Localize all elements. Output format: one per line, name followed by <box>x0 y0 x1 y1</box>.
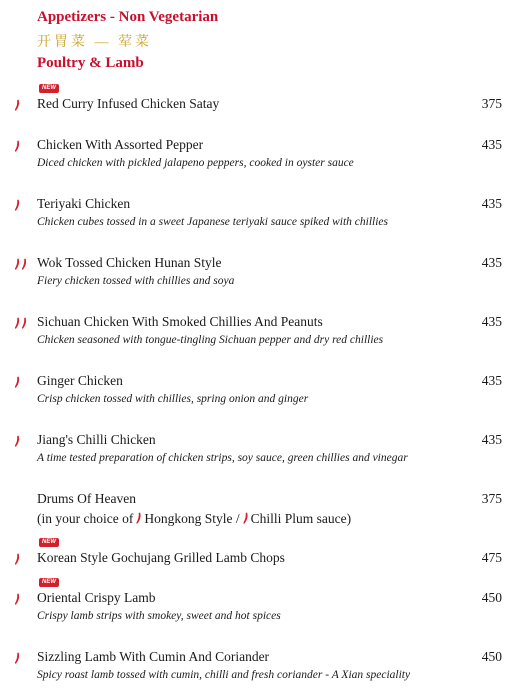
chilli-icon <box>21 317 27 329</box>
chilli-icon <box>14 553 20 565</box>
item-name: Jiang's Chilli Chicken <box>37 432 156 447</box>
section-title: Appetizers - Non Vegetarian <box>37 9 219 25</box>
item-description: Crispy lamb strips with smokey, sweet and hot spices <box>37 610 281 622</box>
new-badge: NEW <box>39 84 59 93</box>
item-name: Oriental Crispy Lamb <box>37 590 156 605</box>
spice-level <box>14 99 20 111</box>
chilli-icon <box>14 317 20 329</box>
item-description: Fiery chicken tossed with chillies and soya <box>37 275 235 287</box>
chilli-icon <box>14 199 20 211</box>
item-name: Drums Of Heaven <box>37 491 136 506</box>
chilli-icon <box>14 376 20 388</box>
item-name: Sichuan Chicken With Smoked Chillies And Peanuts <box>37 314 323 329</box>
item-price: 450 <box>481 649 502 664</box>
item-name: Wok Tossed Chicken Hunan Style <box>37 255 222 270</box>
item-price: 435 <box>481 196 502 211</box>
item-description: A time tested preparation of chicken strips, soy sauce, green chillies and vinegar <box>37 452 408 464</box>
spice-level <box>14 140 20 152</box>
item-price: 435 <box>481 255 502 270</box>
item-price: 435 <box>481 432 502 447</box>
choice-separator: / <box>235 511 240 526</box>
item-name: Korean Style Gochujang Grilled Lamb Chops <box>37 550 285 565</box>
section-chinese-title: 开胃菜 — 荤菜 <box>37 35 152 50</box>
choice-prefix: (in your choice of <box>37 511 134 526</box>
chilli-icon <box>14 652 20 664</box>
item-price: 435 <box>481 373 502 388</box>
item-price: 375 <box>481 96 502 111</box>
spice-level <box>14 435 20 447</box>
new-badge: NEW <box>39 578 59 587</box>
item-description: Chicken seasoned with tongue-tingling Sichuan pepper and dry red chillies <box>37 334 384 346</box>
spice-level <box>14 652 20 664</box>
item-name: Sizzling Lamb With Cumin And Coriander <box>37 649 270 664</box>
chilli-icon <box>21 258 27 270</box>
item-description: Diced chicken with pickled jalapeno peppers, cooked in oyster sauce <box>37 157 354 169</box>
item-description: Chicken cubes tossed in a sweet Japanese teriyaki sauce spiked with chillies <box>37 216 388 228</box>
chilli-icon <box>14 258 20 270</box>
choice-option-b: Chilli Plum sauce) <box>250 511 352 526</box>
item-choice-line <box>37 511 351 527</box>
item-price: 475 <box>481 550 502 565</box>
item-name: Red Curry Infused Chicken Satay <box>37 96 220 111</box>
subsection-title: Poultry & Lamb <box>37 55 144 71</box>
spice-level <box>14 258 27 270</box>
chilli-icon <box>14 593 20 605</box>
item-price: 375 <box>481 491 502 506</box>
chilli-icon <box>242 512 249 524</box>
choice-option-a: Hongkong Style <box>144 511 233 526</box>
item-name: Chicken With Assorted Pepper <box>37 137 204 152</box>
item-description: Crisp chicken tossed with chillies, spring onion and ginger <box>37 393 309 405</box>
spice-level <box>14 376 20 388</box>
spice-level <box>14 199 20 211</box>
chilli-icon <box>14 435 20 447</box>
new-badge: NEW <box>39 538 59 547</box>
chilli-icon <box>14 99 20 111</box>
spice-level <box>14 317 27 329</box>
item-name: Teriyaki Chicken <box>37 196 131 211</box>
chilli-icon <box>135 512 142 524</box>
item-price: 435 <box>481 314 502 329</box>
spice-level <box>14 593 20 605</box>
spice-level <box>14 553 20 565</box>
item-description: Spicy roast lamb tossed with cumin, chilli and fresh coriander - A Xian speciality <box>37 669 411 681</box>
item-name: Ginger Chicken <box>37 373 123 388</box>
item-price: 435 <box>481 137 502 152</box>
chilli-icon <box>14 140 20 152</box>
item-price: 450 <box>481 590 502 605</box>
